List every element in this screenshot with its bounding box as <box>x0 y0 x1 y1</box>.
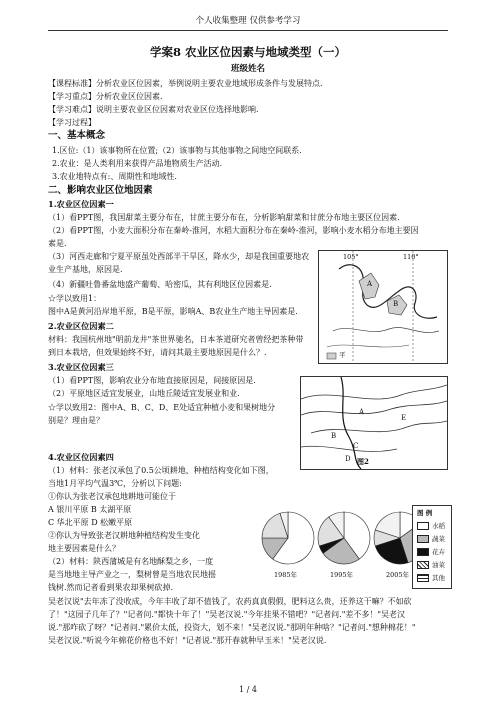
dialogue-line: 吴老汉说"去年冻了没收成，今年丰收了却不值钱了，农药真真假假，肥料这么贵，还养这干嘛？不如砍 <box>48 597 412 606</box>
map1-label-a: A <box>367 280 373 288</box>
factor4-heading: 4.农业区位因素四 <box>48 452 114 462</box>
intro-standard: 【课程标准】分析农业区位因素，举例说明主要农业地域形成条件与发展特点. <box>48 79 323 88</box>
factor1-line: ☆学以致用1： <box>48 294 102 303</box>
legend-swatch <box>417 574 429 582</box>
page-title: 学案8 农业区位因素与地域类型（一） <box>149 45 346 59</box>
page-number: 1 / 4 <box>239 685 257 694</box>
factor1-line: （4）新疆吐鲁番盆地盛产葡萄、哈密瓜，其有利地区位因素是. <box>48 280 272 289</box>
pie-year-label: 2005年 <box>386 571 410 579</box>
dialogue-line: 吴老汉说."听说今年棉花价格也不好！"记者说."那开春就种早玉米！"吴老汉说. <box>48 636 327 645</box>
map-yellow-river <box>318 250 448 364</box>
factor4-line: 当地1月平均气温3℃，分析以下问题: <box>48 479 182 488</box>
pie-year-label: 1995年 <box>330 571 354 579</box>
factor4-line: A 银川平原 B 太湖平原 <box>48 505 132 514</box>
intro-difficulty: 【学习难点】说明主要农业区位因素对农业区位选择地影响. <box>48 105 259 114</box>
class-name-line: 班级姓名 <box>230 64 265 74</box>
map-terrain <box>300 376 448 470</box>
factor1-heading: 1.农业区位因素一 <box>48 199 114 209</box>
header-divider <box>48 30 448 31</box>
concept-line: 2.农业：是人类利用来获得产品地物质生产活动. <box>52 159 223 168</box>
map2-point-a: A <box>359 408 365 416</box>
factor2-line: 材料：我国杭州地"明前龙井"茶世界驰名，日本茶道研究者曾经把茶种带 <box>48 335 304 344</box>
legend-item-vegetable: 蔬菜 <box>417 534 445 543</box>
legend-swatch <box>417 522 429 530</box>
concept-line: 1.区位:（1）该事物所在位置;（2）该事物与其他事物之间地空间联系. <box>52 146 302 155</box>
legend-item-other: 其他 <box>417 573 445 582</box>
map1-lon-right: 110° <box>403 253 419 261</box>
factor3-heading: 3.农业区位因素三 <box>48 362 114 372</box>
map1-lon-left: 105° <box>343 253 359 261</box>
legend-swatch <box>417 561 429 569</box>
factor4-line: 钱树.然而记者看到果农却果树砍掉. <box>48 583 174 592</box>
legend-swatch <box>417 535 429 543</box>
map2-point-c: C <box>353 442 359 450</box>
factor1-line: 业生产基地，原因是. <box>48 265 123 274</box>
dialogue-line: 了！"这园子几年了？"记者问."都快十年了！"吴老汉说."今年挂果不错吧？"记者问."差不多！"吴老汉 <box>48 610 406 619</box>
map2-point-e: E <box>401 414 407 422</box>
legend-item-rapeseed: 油菜 <box>417 560 445 569</box>
map2-point-b: B <box>331 432 337 440</box>
intro-process: 【学习过程】 <box>48 118 96 127</box>
factor1-line: 素是. <box>48 239 67 248</box>
factor3-line: ☆学以致用2：图中A、B、C、D、E处适宜种植小麦和果树地分 <box>48 403 276 412</box>
factor1-line: （3）河西走廊和宁夏平原虽处西部半干旱区，降水少，却是我国重要地农 <box>48 252 310 261</box>
factor2-heading: 2.农业区位因素二 <box>48 321 114 331</box>
section1-heading: 一、基本概念 <box>48 130 106 141</box>
map1-legend: 平 <box>339 351 346 359</box>
legend-item-rice: 水稻 <box>417 521 445 530</box>
map1-label-b: B <box>393 300 399 308</box>
factor3-line: （2）平原地区适宜发展业，山地丘陵适宜发展业和业. <box>48 389 240 398</box>
factor3-line: （1）看PPT图，影响农业分布地直接原因是，间接原因是. <box>48 376 256 385</box>
factor2-line: 到日本栽培，但效果始终不好，请问其最主要地原因是什么？. <box>48 348 267 357</box>
factor4-line: 地主要因素是什么？ <box>48 544 120 553</box>
factor4-line: （2）材料：陕西蒲城是有名地酥梨之乡，一度 <box>48 557 214 566</box>
intro-key-point: 【学习重点】分析农业区位因素. <box>48 92 163 101</box>
dialogue-line: 说."那咋砍了呀？"记者问."累价太低，投资大，划不来！"吴老汉说."那明年种啥？"记者问."想种棉花！" <box>48 623 416 632</box>
map2-label: 图2 <box>357 457 369 466</box>
factor1-line: （2）看PPT图，小麦大面积分布在秦岭-淮河，水稻大面积分布在秦岭-淮河，影响小麦水稻分布地主要因 <box>48 226 419 235</box>
factor1-line: 图中A是黄河沿岸地平原，B是平原，影响A、B农业生产地主导因素是. <box>48 307 298 316</box>
page-header: 个人收集整理 仅供参考学习 <box>195 16 301 26</box>
concept-line: 3.农业地特点有:、周期性和地域性. <box>52 172 177 181</box>
crop-legend <box>412 505 452 589</box>
legend-title: 图 例 <box>417 509 433 517</box>
section2-heading: 二、影响农业区位地因素 <box>48 185 153 196</box>
factor1-line: （1）看PPT图，我国甜菜主要分布在，甘蔗主要分布在，分析影响甜菜和甘蔗分布地主要区位因素. <box>48 213 400 222</box>
map-terrain-drawing <box>301 377 447 469</box>
map-yellow-river-drawing <box>319 251 447 363</box>
factor4-line: ①你认为张老汉承包地耕地可能位于 <box>48 492 176 501</box>
legend-item-flower: 花卉 <box>417 547 445 556</box>
map2-point-d: D <box>345 455 351 463</box>
legend-swatch <box>417 548 429 556</box>
factor3-line: 别是？理由是？ <box>48 416 104 425</box>
factor4-line: 是当地地主导产业之一，梨树曾是当地农民地摇 <box>48 570 216 579</box>
factor4-line: （1）材料：张老汉承包了0.5公顷耕地，种植结构变化如下图， <box>48 466 274 475</box>
factor4-line: C 华北平原 D 松嫩平原 <box>48 518 133 527</box>
pie-year-label: 1985年 <box>274 571 298 579</box>
factor4-line: ②你认为导致张老汉耕地种植结构发生变化 <box>48 531 200 540</box>
